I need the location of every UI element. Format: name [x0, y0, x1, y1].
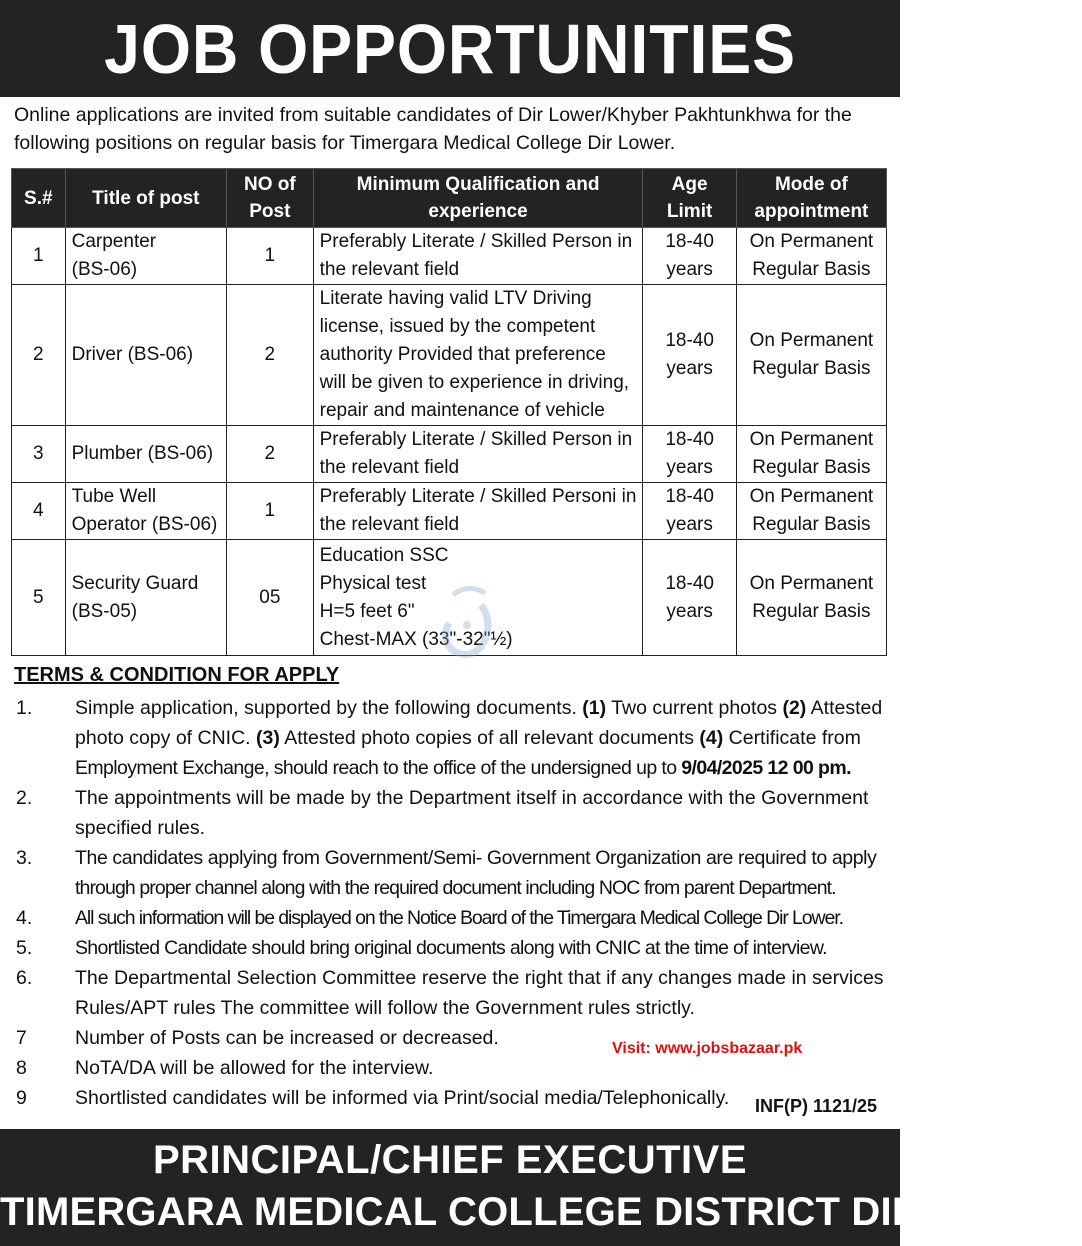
cell-sno: 3 — [12, 426, 66, 483]
cell-title: Driver (BS-06) — [65, 285, 226, 426]
table-header-row — [12, 169, 887, 228]
header-mode: Mode of appointment — [736, 169, 886, 228]
term-line: Simple application, supported by the following documents. (1) Two current photos (2) Attested — [75, 697, 883, 719]
cell-mode: On Permanent Regular Basis — [736, 426, 886, 483]
intro-line-2: following positions on regular basis for Timergara Medical College Dir Lower. — [14, 132, 676, 154]
cell-qualification: Preferably Literate / Skilled Person in the relevant field — [313, 426, 643, 483]
cell-posts: 05 — [227, 540, 314, 656]
cell-age: 18-40 years — [643, 540, 736, 656]
visit-website-note: Visit: www.jobsbazaar.pk — [612, 1040, 803, 1057]
cell-title: Tube Well Operator (BS-06) — [65, 483, 226, 540]
cell-mode: On Permanent Regular Basis — [736, 228, 886, 285]
cell-age: 18-40 years — [643, 228, 736, 285]
term-line: Rules/APT rules The committee will follow the Government rules strictly. — [75, 997, 695, 1019]
term-line: The candidates applying from Government/Semi- Government Organization are required to apply — [75, 847, 877, 869]
cell-title: Security Guard (BS-05) — [65, 540, 226, 656]
page-title: JOB OPPORTUNITIES — [104, 9, 796, 88]
cell-age: 18-40 years — [643, 426, 736, 483]
term-number: 2. — [16, 787, 33, 809]
term-number: 6. — [16, 967, 33, 989]
cell-mode: On Permanent Regular Basis — [736, 540, 886, 656]
intro-line-1: Online applications are invited from suitable candidates of Dir Lower/Khyber Pakhtunkhwa for the — [14, 104, 852, 126]
reference-number: INF(P) 1121/25 — [755, 1096, 878, 1116]
table-row — [12, 228, 887, 285]
cell-mode: On Permanent Regular Basis — [736, 483, 886, 540]
list-item — [14, 843, 886, 903]
cell-qualification: Preferably Literate / Skilled Personi in the relevant field — [313, 483, 643, 540]
term-number: 7 — [16, 1027, 27, 1049]
header-qualification: Minimum Qualification and experience — [313, 169, 643, 228]
cell-mode: On Permanent Regular Basis — [736, 285, 886, 426]
term-number: 8 — [16, 1057, 27, 1079]
footer-institution: TIMERGARA MEDICAL COLLEGE DISTRICT DIR LOWER — [0, 1190, 1082, 1234]
term-line: Employment Exchange, should reach to the office of the undersigned up to 9/04/2025 12 00 pm. — [75, 757, 851, 779]
watermark-logo-icon — [433, 575, 503, 665]
term-line: Shortlisted Candidate should bring original documents along with CNIC at the time of interview. — [75, 937, 827, 959]
list-item — [14, 933, 886, 963]
header-title: Title of post — [65, 169, 226, 228]
cell-qualification: Preferably Literate / Skilled Person in the relevant field — [313, 228, 643, 285]
list-item — [14, 693, 886, 783]
terms-heading: TERMS & CONDITION FOR APPLY — [14, 664, 340, 686]
term-line: specified rules. — [75, 817, 206, 839]
footer-authority: PRINCIPAL/CHIEF EXECUTIVE — [152, 1138, 748, 1182]
cell-title: Carpenter (BS-06) — [65, 228, 226, 285]
intro-paragraph — [14, 101, 886, 157]
table-row — [12, 285, 887, 426]
term-line: photo copy of CNIC. (3) Attested photo copies of all relevant documents (4) Certificate from — [75, 727, 861, 749]
cell-posts: 2 — [227, 285, 314, 426]
header-banner — [0, 0, 900, 97]
cell-age: 18-40 years — [643, 483, 736, 540]
term-line: The Departmental Selection Committee reserve the right that if any changes made in services — [75, 967, 884, 989]
header-sno: S.# — [12, 169, 66, 228]
cell-sno: 2 — [12, 285, 66, 426]
term-number: 3. — [16, 847, 33, 869]
list-item — [14, 903, 886, 933]
term-line: NoTA/DA will be allowed for the interview. — [75, 1057, 434, 1079]
cell-sno: 1 — [12, 228, 66, 285]
term-line: All such information will be displayed on the Notice Board of the Timergara Medical College Dir Lower. — [75, 907, 843, 929]
term-number: 9 — [16, 1087, 27, 1109]
term-number: 1. — [16, 697, 33, 719]
cell-sno: 5 — [12, 540, 66, 656]
list-item — [14, 783, 886, 843]
table-row — [12, 483, 887, 540]
cell-qualification: Education SSC Physical test H=5 feet 6" Chest-MAX (33"-32"½) — [313, 540, 643, 656]
cell-posts: 1 — [227, 228, 314, 285]
cell-posts: 1 — [227, 483, 314, 540]
term-line: The appointments will be made by the Department itself in accordance with the Government — [75, 787, 869, 809]
cell-qualification: Literate having valid LTV Driving license, issued by the competent authority Provided that preference will be given to experience in driving, repair and maintenance of vehicle — [313, 285, 643, 426]
term-line: Number of Posts can be increased or decreased. — [75, 1027, 499, 1049]
footer-banner — [0, 1129, 1082, 1246]
term-line: Shortlisted candidates will be informed via Print/social media/Telephonically. — [75, 1087, 730, 1109]
table-row — [12, 426, 887, 483]
term-line: through proper channel along with the required document including NOC from parent Department. — [75, 877, 836, 899]
term-number: 5. — [16, 937, 33, 959]
cell-posts: 2 — [227, 426, 314, 483]
cell-sno: 4 — [12, 483, 66, 540]
header-posts: NO of Post — [227, 169, 314, 228]
header-age: Age Limit — [643, 169, 736, 228]
term-number: 4. — [16, 907, 33, 929]
cell-title: Plumber (BS-06) — [65, 426, 226, 483]
cell-age: 18-40 years — [643, 285, 736, 426]
list-item — [14, 963, 886, 1023]
